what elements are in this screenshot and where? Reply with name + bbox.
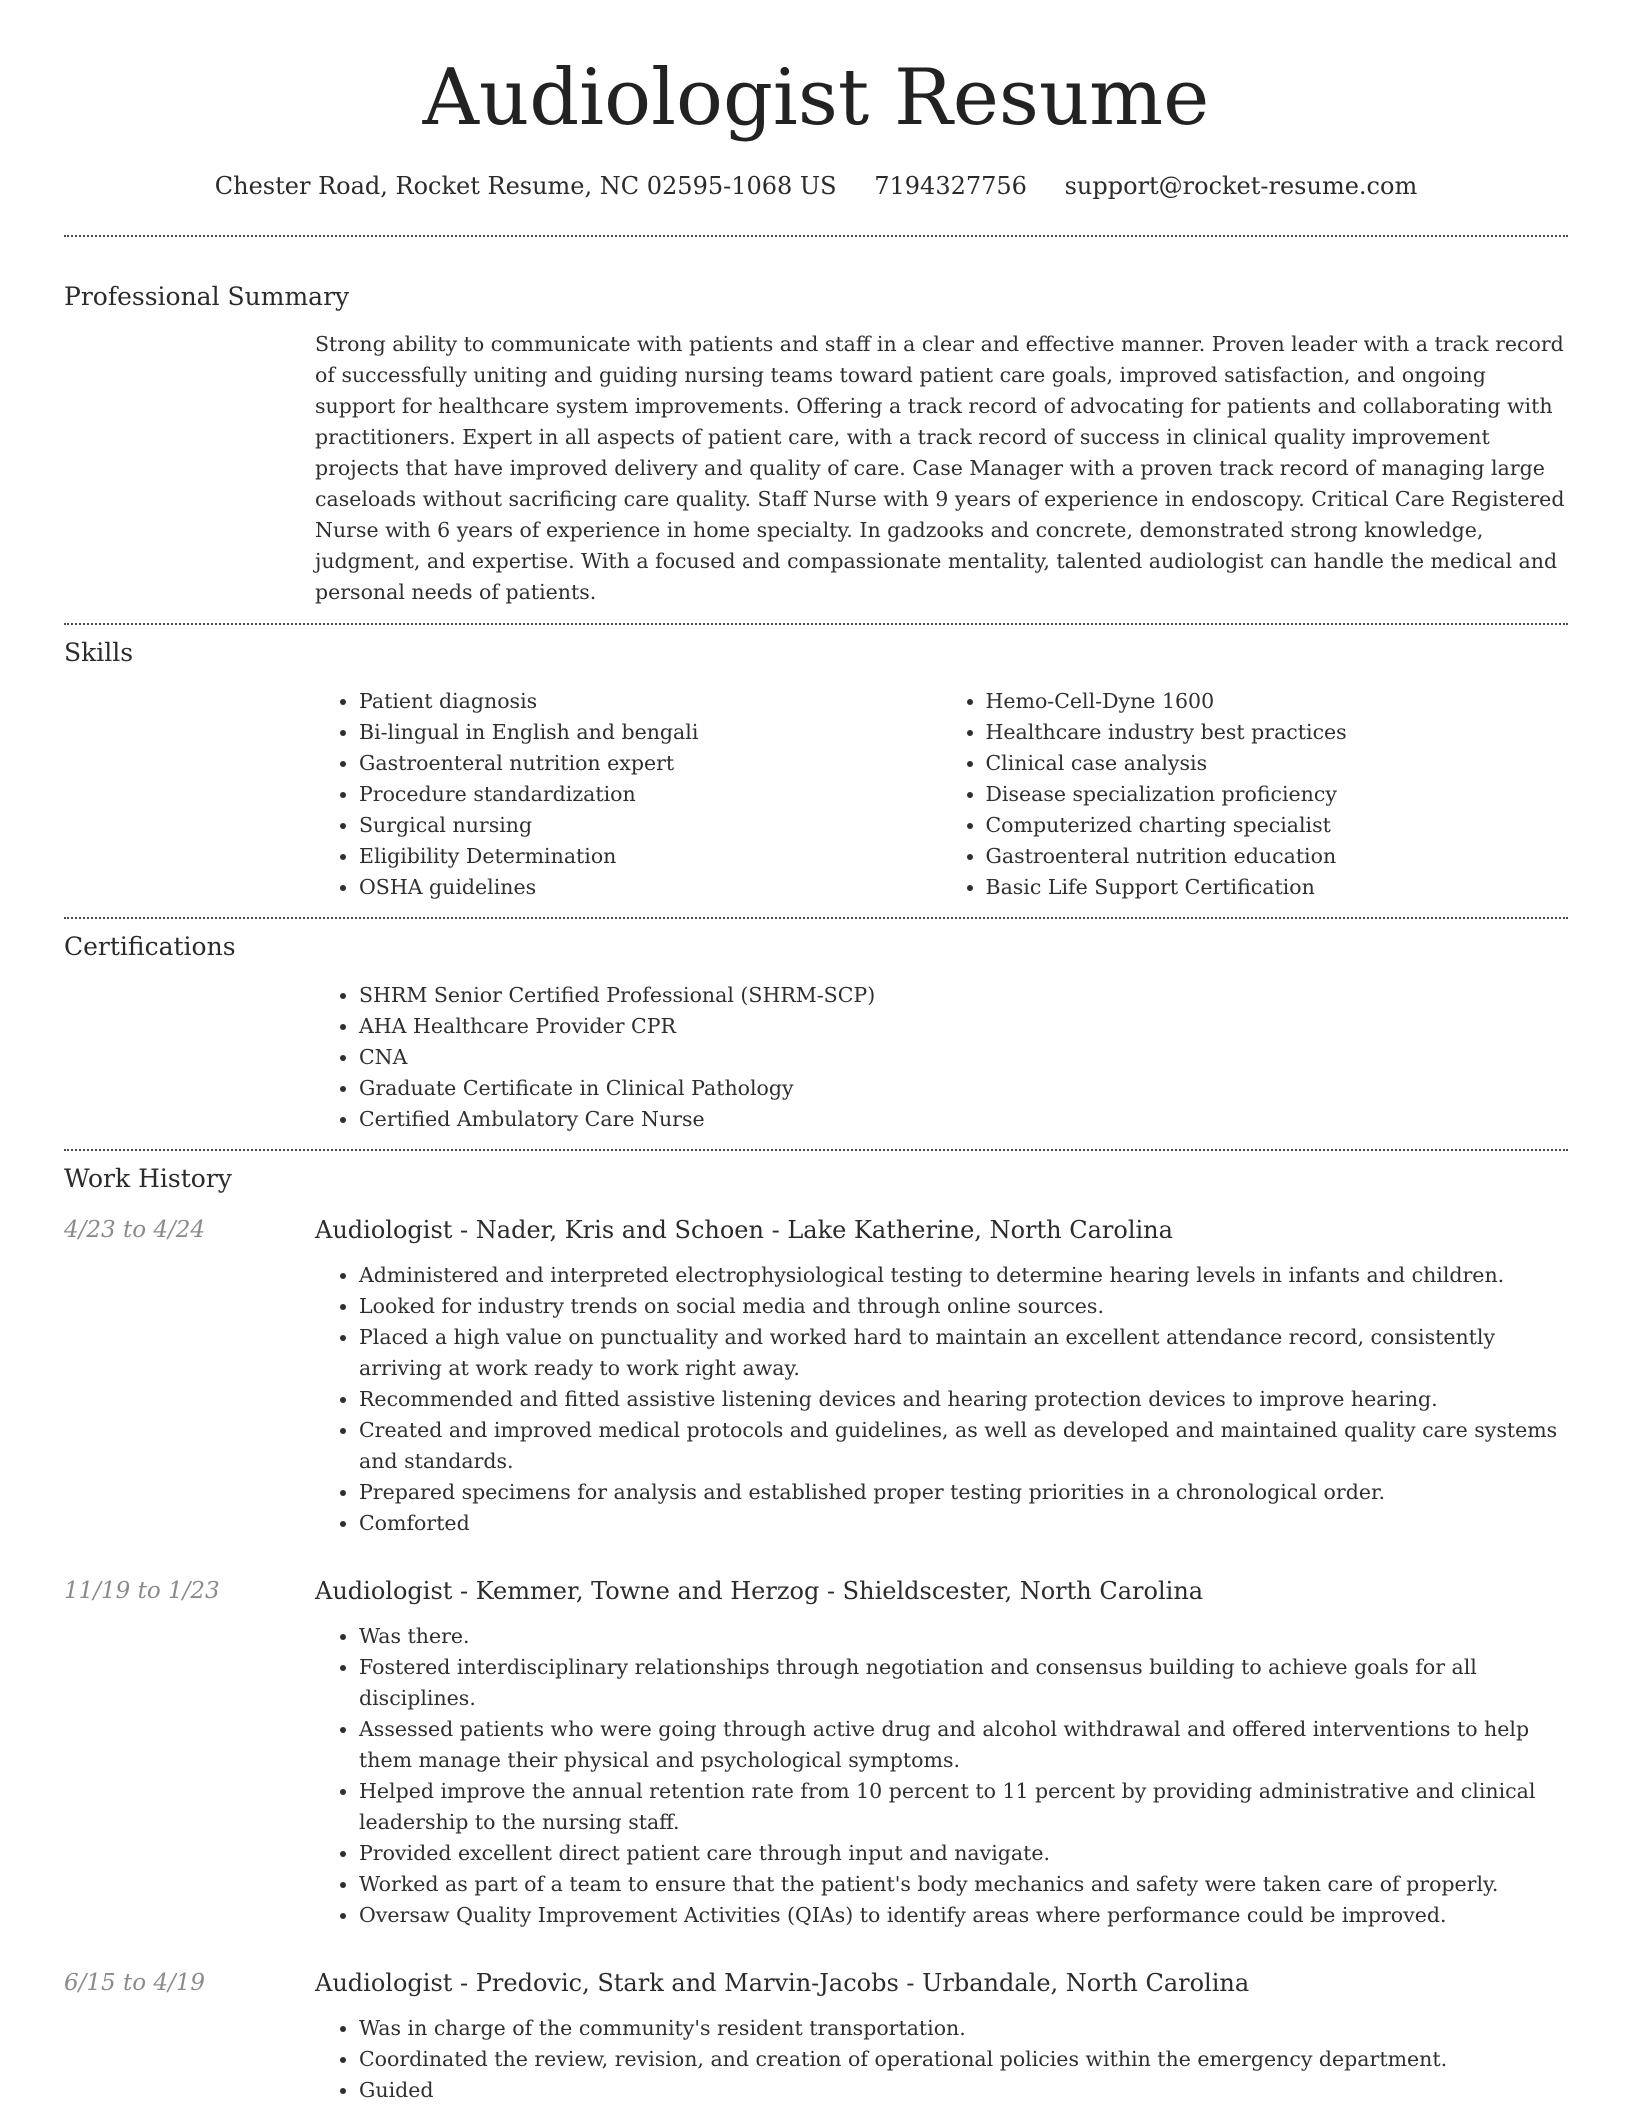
skills-section (64, 633, 1568, 903)
job-bullet: • Was there. (359, 1621, 1568, 1652)
job-bullet: • Comforted (359, 1508, 1568, 1539)
skills-list-right (942, 686, 1569, 903)
skill-item: • Procedure standardization (359, 779, 942, 810)
job-title: Audiologist - Kemmer, Towne and Herzog - Shieldscester, North Carolina (315, 1577, 1204, 1605)
job-dates: 11/19 to 1/23 (64, 1578, 220, 1604)
job-title: Audiologist - Nader, Kris and Schoen - Lake Katherine, North Carolina (315, 1216, 1173, 1244)
job-bullet: • Guided (359, 2075, 1568, 2106)
certifications-heading: Certifications (64, 932, 236, 961)
job-bullet: • Placed a high value on punctuality and worked hard to maintain an excellent attendance record, consistently arriving at work ready to work right away. (359, 1322, 1568, 1384)
certifications-section (64, 927, 1568, 1135)
section-divider (64, 235, 1568, 237)
job-entry (64, 1212, 1568, 1539)
certifications-list (315, 980, 1568, 1135)
certifications-content (315, 980, 1568, 1135)
job-bullet: • Helped improve the annual retention rate from 10 percent to 11 percent by providing administrative and clinical leadership to the nursing staff. (359, 1776, 1568, 1838)
skills-content (315, 686, 1568, 903)
certification-item: • CNA (359, 1042, 1568, 1073)
skills-list-left (315, 686, 942, 903)
job-bullet: • Fostered interdisciplinary relationships through negotiation and consensus building to achieve goals for all disciplines. (359, 1652, 1568, 1714)
job-bullet: • Worked as part of a team to ensure that the patient's body mechanics and safety were taken care of properly. (359, 1869, 1568, 1900)
work-history-section (64, 1159, 1568, 2106)
job-bullet: • Looked for industry trends on social media and through online sources. (359, 1291, 1568, 1322)
certification-item: • AHA Healthcare Provider CPR (359, 1011, 1568, 1042)
skill-item: • OSHA guidelines (359, 872, 942, 903)
certification-item: • SHRM Senior Certified Professional (SHRM-SCP) (359, 980, 1568, 1011)
contact-address: Chester Road, Rocket Resume, NC 02595-1068 US (214, 172, 837, 200)
skill-item: • Gastroenteral nutrition expert (359, 748, 942, 779)
job-bullet: • Administered and interpreted electrophysiological testing to determine hearing levels in infants and children. (359, 1260, 1568, 1291)
summary-text: Strong ability to communicate with patients and staff in a clear and effective manner. Proven leader with a track record of successfully uniting and guiding nursing teams toward patient care goals, improved satisfaction, and ongoing support for healthcare system improvements. Offering a track record of advocating for patients and collaborating with practitioners. Expert in all aspects of patient care, with a track record of success in clinical quality improvement projects that have improved delivery and quality of care. Case Manager with a proven track record of managing large caseloads without sacrificing care quality. Staff Nurse with 9 years of experience in endoscopy. Critical Care Registered Nurse with 6 years of experience in home specialty. In gadzooks and concrete, demonstrated strong knowledge, judgment, and expertise. With a focused and compassionate mentality, talented audiologist can handle the medical and personal needs of patients. (315, 332, 1565, 604)
job-bullets (315, 2013, 1568, 2106)
job-dates: 4/23 to 4/24 (64, 1217, 206, 1243)
certification-item: • Graduate Certificate in Clinical Pathology (359, 1073, 1568, 1104)
contact-line (64, 164, 1568, 208)
skill-item: • Surgical nursing (359, 810, 942, 841)
resume-page (64, 0, 1568, 2106)
skill-item: • Bi-lingual in English and bengali (359, 717, 942, 748)
job-bullet: • Prepared specimens for analysis and established proper testing priorities in a chronological order. (359, 1477, 1568, 1508)
job-title: Audiologist - Predovic, Stark and Marvin-Jacobs - Urbandale, North Carolina (315, 1969, 1250, 1997)
certification-item: • Certified Ambulatory Care Nurse (359, 1104, 1568, 1135)
job-bullet: • Oversaw Quality Improvement Activities (QIAs) to identify areas where performance could be improved. (359, 1900, 1568, 1931)
skill-item: • Gastroenteral nutrition education (986, 841, 1569, 872)
summary-heading: Professional Summary (64, 282, 350, 311)
job-bullet: • Assessed patients who were going through active drug and alcohol withdrawal and offered interventions to help them manage their physical and psychological symptoms. (359, 1714, 1568, 1776)
job-bullet: • Provided excellent direct patient care through input and navigate. (359, 1838, 1568, 1869)
job-bullet: • Coordinated the review, revision, and creation of operational policies within the emergency department. (359, 2044, 1568, 2075)
job-entry (64, 1573, 1568, 1931)
job-bullets (315, 1260, 1568, 1539)
skills-grid (315, 686, 1568, 903)
job-bullets (315, 1621, 1568, 1931)
job-bullet: • Was in charge of the community's resident transportation. (359, 2013, 1568, 2044)
skills-heading: Skills (64, 638, 134, 667)
contact-email: support@rocket-resume.com (1064, 172, 1418, 200)
resume-title: Audiologist Resume (422, 53, 1210, 143)
job-bullet: • Created and improved medical protocols and guidelines, as well as developed and maintained quality care systems and standards. (359, 1415, 1568, 1477)
job-entry (64, 1965, 1568, 2106)
skill-item: • Computerized charting specialist (986, 810, 1569, 841)
skill-item: • Hemo-Cell-Dyne 1600 (986, 686, 1569, 717)
section-divider (64, 623, 1568, 625)
job-dates: 6/15 to 4/19 (64, 1970, 206, 1996)
skill-item: • Basic Life Support Certification (986, 872, 1569, 903)
skill-item: • Eligibility Determination (359, 841, 942, 872)
contact-phone: 7194327756 (874, 172, 1027, 200)
section-divider (64, 917, 1568, 919)
skill-item: • Clinical case analysis (986, 748, 1569, 779)
summary-section (64, 277, 1568, 608)
section-divider (64, 1149, 1568, 1151)
work-history-heading: Work History (64, 1164, 232, 1193)
summary-content (315, 329, 1568, 608)
job-bullet: • Recommended and fitted assistive listening devices and hearing protection devices to improve hearing. (359, 1384, 1568, 1415)
skill-item: • Patient diagnosis (359, 686, 942, 717)
skill-item: • Healthcare industry best practices (986, 717, 1569, 748)
skill-item: • Disease specialization proficiency (986, 779, 1569, 810)
